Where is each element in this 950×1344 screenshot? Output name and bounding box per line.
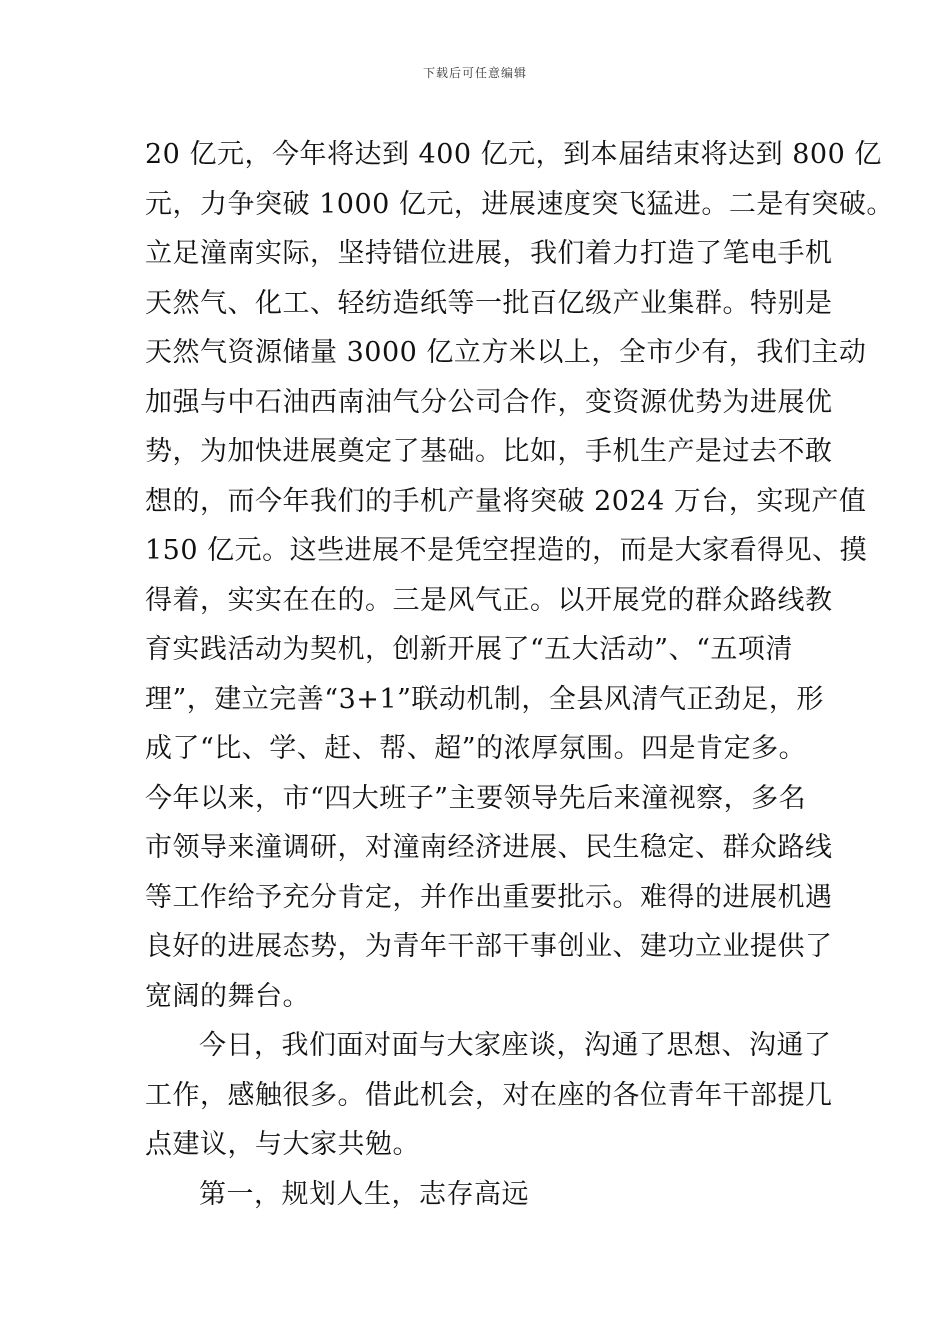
section-heading: 第一，规划人生，志存高远 (199, 1178, 529, 1210)
text-line: 等工作给予充分肯定，并作出重要批示。难得的进展机遇 (145, 881, 833, 913)
text-line: 势，为加快进展奠定了基础。比如，手机生产是过去不敢 (145, 436, 833, 467)
text-line: 市领导来潼调研，对潼南经济进展、民生稳定、群众路线 (145, 832, 833, 863)
text-line: 今年以来，市“四大班子”主要领导先后来潼视察，多名 (145, 782, 807, 814)
text-line: 元，力争突破 1000 亿元，进展速度突飞猛进。二是有突破。 (145, 188, 894, 220)
text-line: 立足潼南实际，坚持错位进展，我们着力打造了笔电手机 (145, 238, 833, 269)
text-line: 点建议，与大家共勉。 (145, 1129, 420, 1160)
text-line: 20 亿元，今年将达到 400 亿元，到本届结束将达到 800 亿 (145, 139, 882, 170)
page-header-note: 下载后可任意编辑 (422, 66, 527, 80)
text-line: 天然气、化工、轻纺造纸等一批百亿级产业集群。特别是 (145, 287, 833, 319)
text-line: 宽阔的舞台。 (145, 980, 310, 1012)
text-line: 天然气资源储量 3000 亿立方米以上，全市少有，我们主动 (145, 337, 867, 368)
text-line: 得着，实实在在的。三是风气正。以开展党的群众路线教 (145, 584, 833, 616)
text-line: 育实践活动为契机，创新开展了“五大活动”、“五项清 (145, 634, 793, 665)
paragraph-start-line: 今日，我们面对面与大家座谈，沟通了思想、沟通了 (199, 1030, 832, 1061)
text-line: 良好的进展态势，为青年干部干事创业、建功立业提供了 (145, 931, 833, 962)
text-line: 成了“比、学、赶、帮、超”的浓厚氛围。四是肯定多。 (145, 733, 807, 764)
text-line: 加强与中石油西南油气分公司合作，变资源优势为进展优 (145, 386, 833, 418)
text-line: 工作，感触很多。借此机会，对在座的各位青年干部提几 (145, 1079, 833, 1111)
document-body (145, 130, 894, 1219)
text-line: 想的，而今年我们的手机产量将突破 2024 万台，实现产值 (145, 485, 867, 517)
text-line: 150 亿元。这些进展不是凭空捏造的，而是大家看得见、摸 (145, 535, 868, 566)
text-line: 理”，建立完善“3+1”联动机制，全县风清气正劲足，形 (145, 683, 824, 715)
